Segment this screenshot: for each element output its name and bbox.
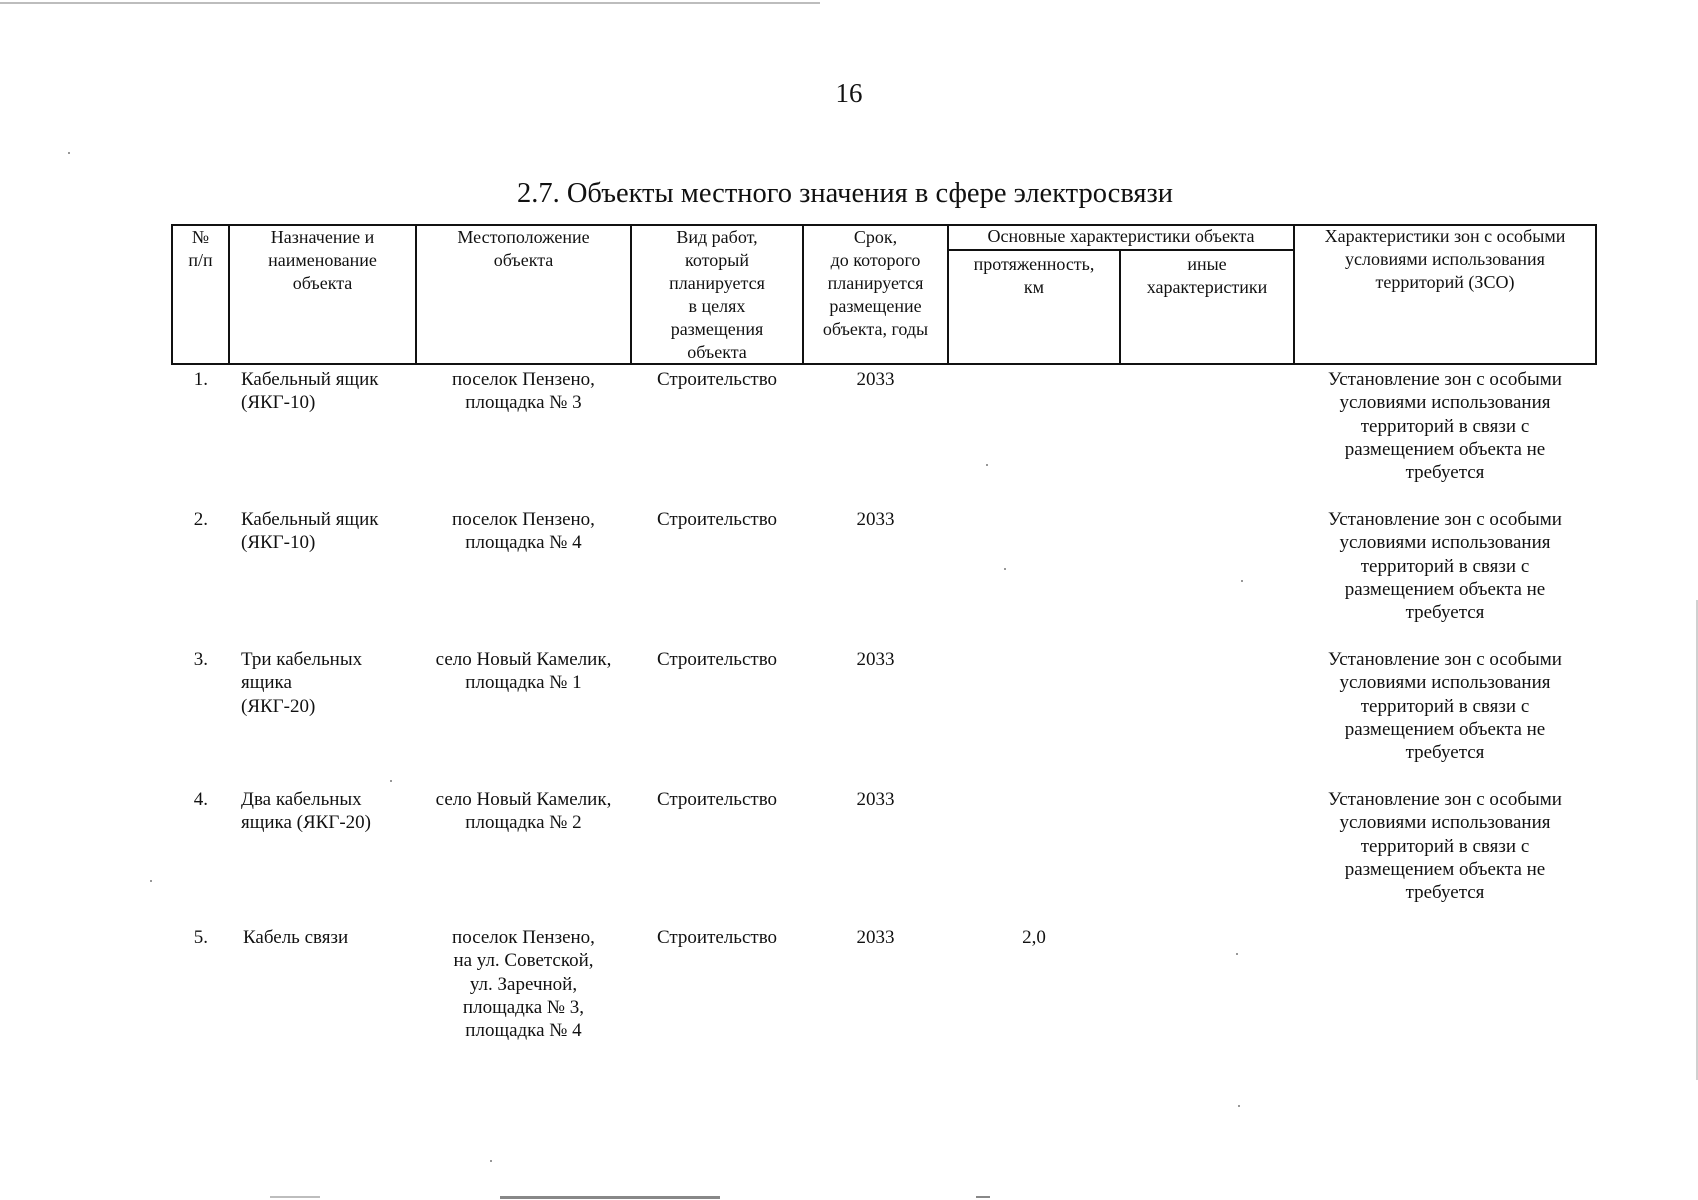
row-num: 5. <box>193 927 208 948</box>
scan-speck <box>390 780 392 782</box>
row-deadline: 2033 <box>856 509 895 530</box>
header-other: иные характеристики <box>1146 254 1268 297</box>
scan-edge-line-bottom-1 <box>270 1196 320 1198</box>
row-deadline: 2033 <box>856 649 895 670</box>
header-main-characteristics: Основные характеристики объекта <box>987 226 1255 246</box>
scan-speck <box>1241 580 1243 582</box>
row-zones: Установление зон с особыми условиями использования территорий в связи с размещением объекта не требуется <box>1328 649 1562 764</box>
scan-speck <box>490 1160 492 1162</box>
row-zones: Установление зон с особыми условиями использования территорий в связи с размещением объекта не требуется <box>1328 509 1562 624</box>
scan-speck <box>1238 1105 1240 1107</box>
row-name: Кабельный ящик (ЯКГ-10) <box>241 369 379 414</box>
scan-speck <box>1004 568 1006 570</box>
row-work-type: Строительство <box>656 369 778 390</box>
row-work-type: Строительство <box>656 509 778 530</box>
row-num: 4. <box>193 789 208 810</box>
scan-speck <box>986 464 988 466</box>
row-work-type: Строительство <box>656 789 778 810</box>
row-work-type: Строительство <box>656 927 778 948</box>
scan-mark <box>976 1196 990 1198</box>
row-deadline: 2033 <box>856 369 895 390</box>
row-num: 3. <box>193 649 208 670</box>
header-zones: Характеристики зон с особыми условиями использования территорий (ЗСО) <box>1324 226 1566 292</box>
row-location: село Новый Камелик, площадка № 2 <box>435 789 612 834</box>
row-zones: Установление зон с особыми условиями использования территорий в связи с размещением объекта не требуется <box>1328 369 1562 484</box>
row-location: поселок Пензено, на ул. Советской, ул. Заречной, площадка № 3, площадка № 4 <box>452 927 595 1042</box>
row-length: 2,0 <box>1022 927 1046 948</box>
row-zones: Установление зон с особыми условиями использования территорий в связи с размещением объекта не требуется <box>1328 789 1562 904</box>
scan-edge-line-top <box>0 2 820 4</box>
row-deadline: 2033 <box>856 789 895 810</box>
scan-speck <box>68 152 70 154</box>
header-num: № п/п <box>188 227 213 270</box>
row-name: Кабель связи <box>243 927 349 948</box>
row-name: Три кабельных ящика (ЯКГ-20) <box>241 649 363 717</box>
page-title <box>0 178 1698 210</box>
header-subdivider <box>947 249 1295 251</box>
row-deadline: 2033 <box>856 927 895 948</box>
page-number: 16 <box>835 78 863 108</box>
scan-speck <box>150 880 152 882</box>
header-location: Местоположение объекта <box>457 227 590 270</box>
row-location: поселок Пензено, площадка № 4 <box>452 509 595 554</box>
header-work-type: Вид работ, который планируется в целях размещения объекта <box>669 227 765 362</box>
row-location: поселок Пензено, площадка № 3 <box>452 369 595 414</box>
title-text: 2.7. Объекты местного значения в сфере электросвязи <box>516 178 1174 209</box>
header-deadline: Срок, до которого планируется размещение объекта, годы <box>822 227 929 339</box>
scan-speck <box>1236 953 1238 955</box>
row-work-type: Строительство <box>656 649 778 670</box>
header-name: Назначение и наименование объекта <box>268 227 377 293</box>
scan-edge-line-bottom-2 <box>500 1196 720 1199</box>
row-name: Кабельный ящик (ЯКГ-10) <box>241 509 379 554</box>
row-num: 1. <box>193 369 208 390</box>
row-location: село Новый Камелик, площадка № 1 <box>435 649 612 694</box>
row-name: Два кабельных ящика (ЯКГ-20) <box>241 789 371 834</box>
row-num: 2. <box>193 509 208 530</box>
header-length: протяженность, км <box>973 254 1095 297</box>
